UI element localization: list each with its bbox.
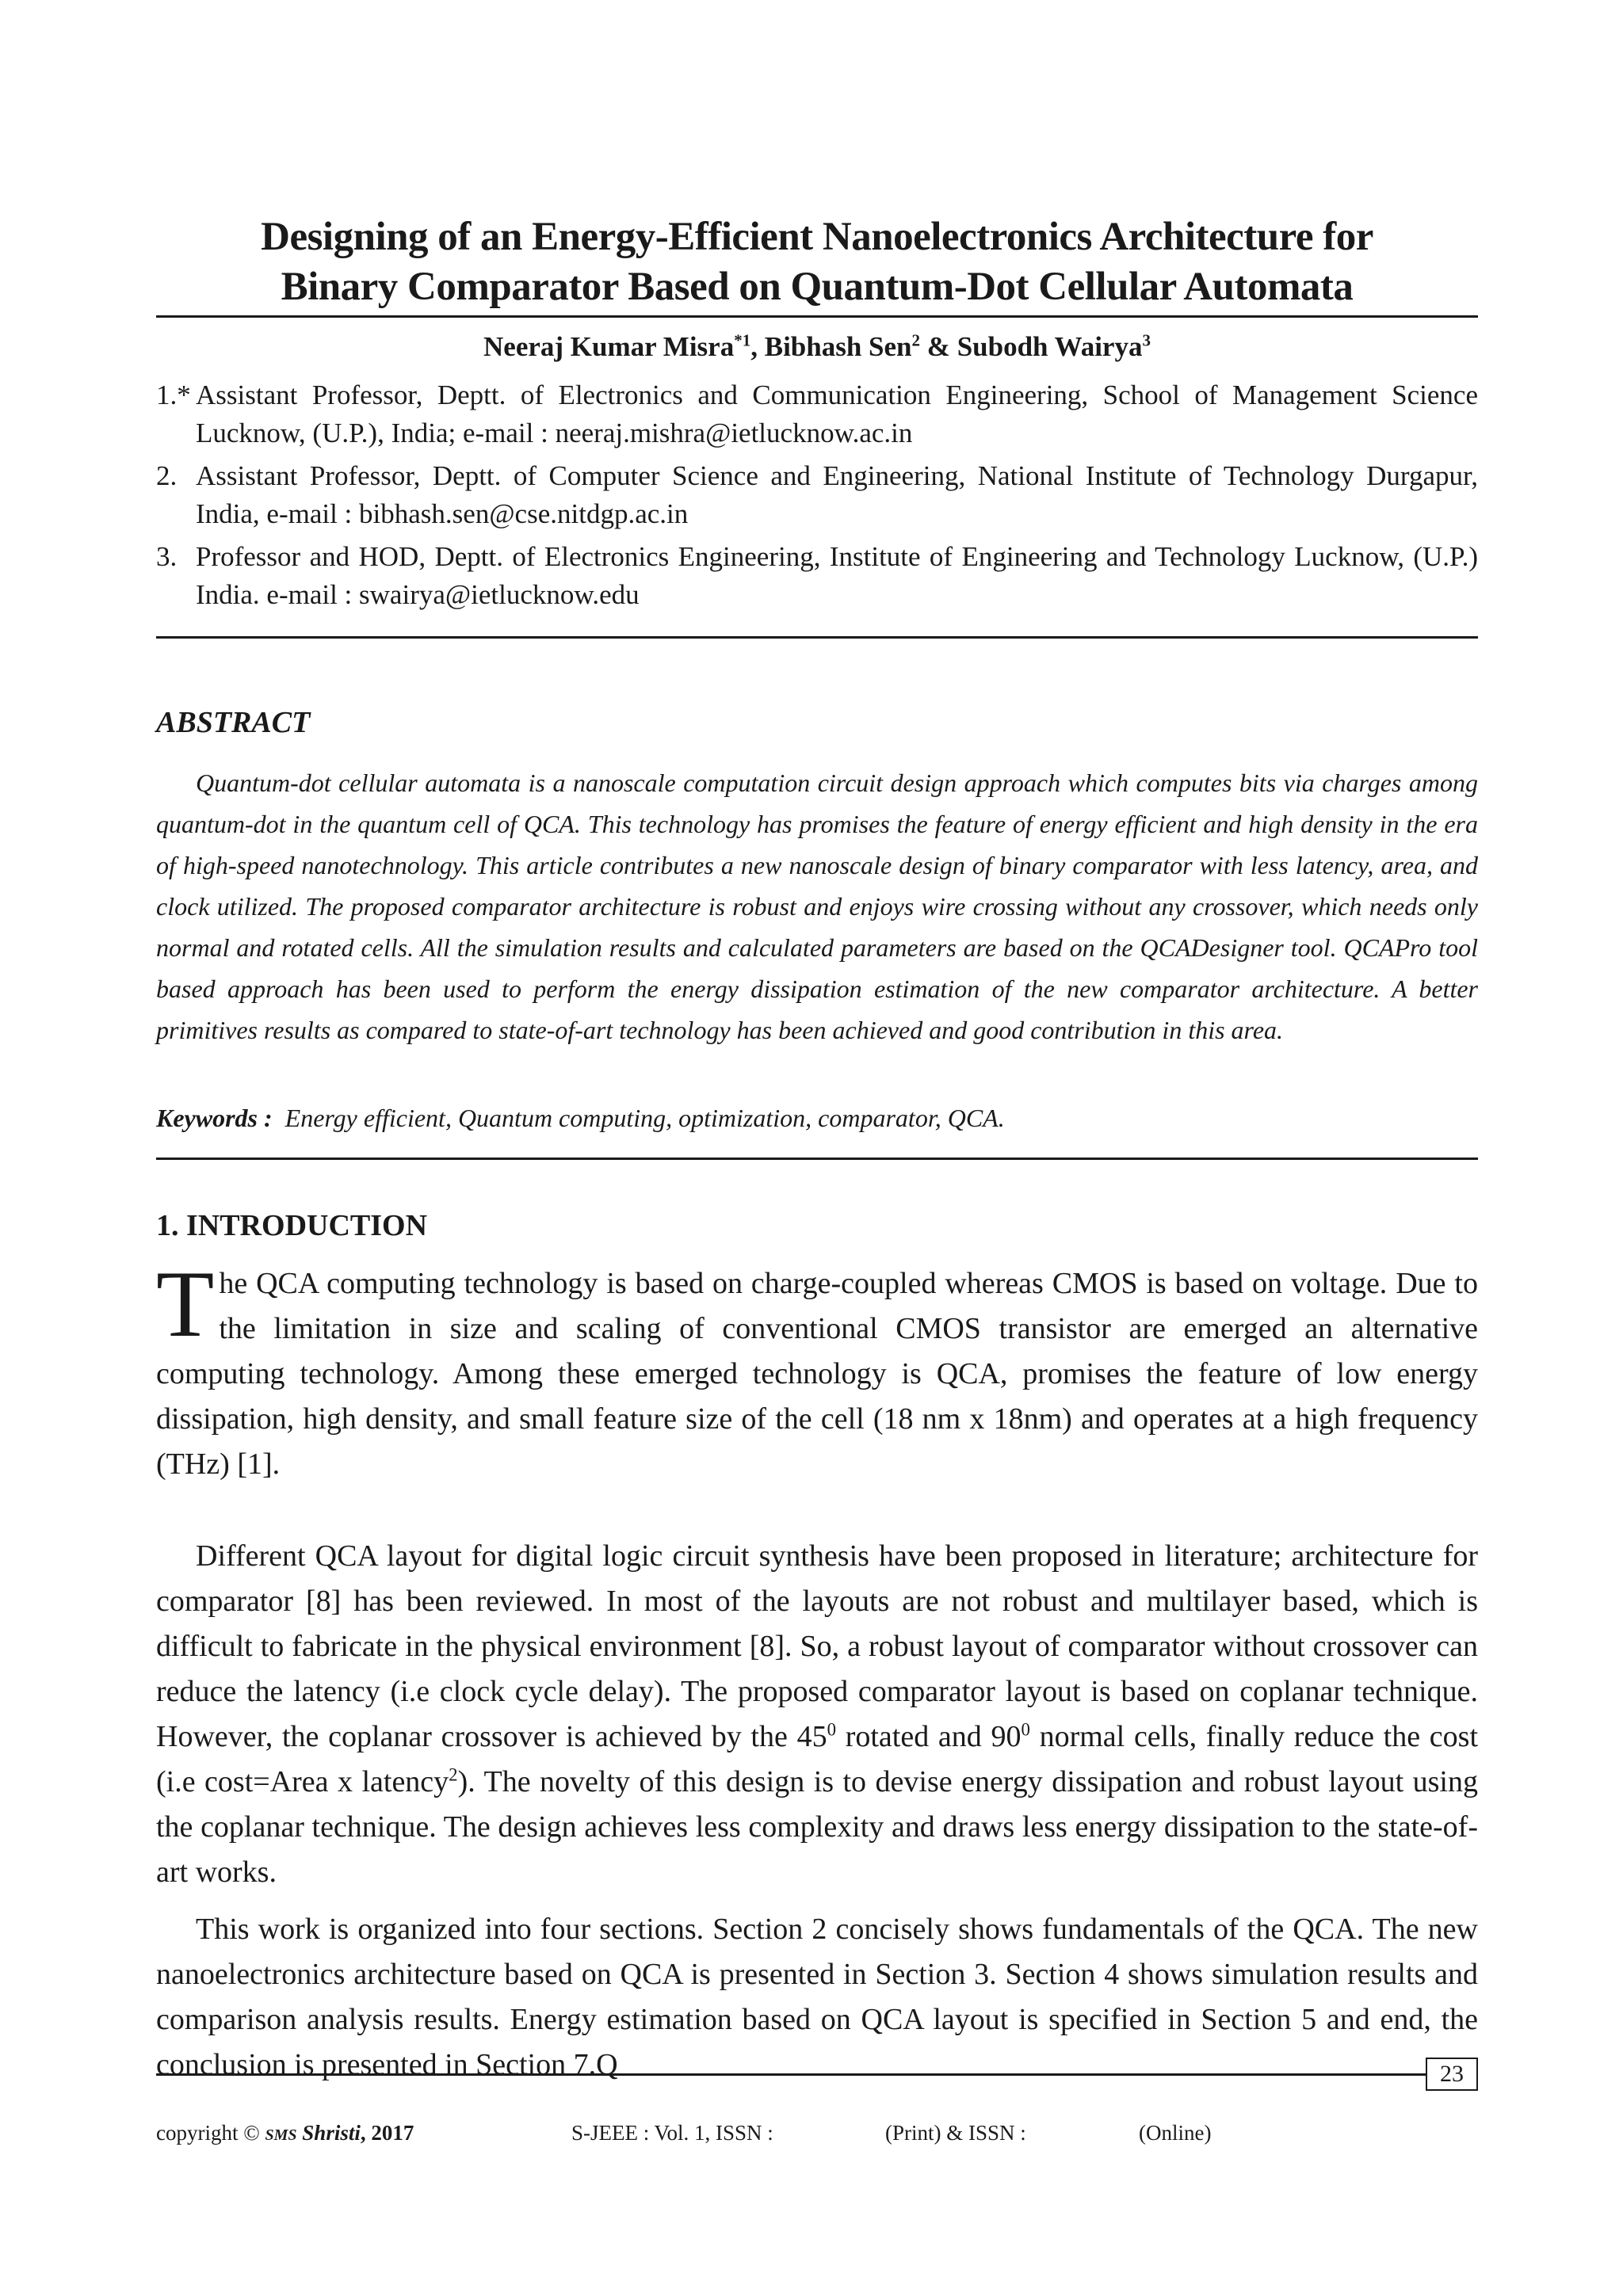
- author-list: [156, 330, 1478, 364]
- keywords-list: Energy efficient, Quantum computing, optimization, comparator, QCA.: [285, 1104, 1005, 1132]
- author-separator: ,: [750, 331, 765, 362]
- abstract-rule: [156, 1158, 1478, 1160]
- author-2-marker: 2: [911, 330, 921, 350]
- abstract-heading: ABSTRACT: [156, 706, 311, 739]
- publisher-name: Shristi: [302, 2121, 361, 2145]
- affiliation-text: Assistant Professor, Deptt. of Computer Science and Engineering, National Institute of Technology Durgapur, India, e-mail : bibhash.sen@cse.nitdgp.ac.in: [196, 460, 1478, 529]
- paragraph-text: Different QCA layout for digital logic circuit synthesis have been proposed in literature; architecture for comparator [8] has been reviewed. In most of the layouts are not robust and multilayer based, which is difficult to fabricate in the physical environment [8]. So, a robust layout of comparator without crossover can reduce the latency (i.e clock cycle delay). The proposed comparator layout is based on coplanar technique. However, the coplanar crossover is achieved by the 45: [156, 1539, 1478, 1753]
- paragraph-text: ). The novelty of this design is to devise energy dissipation and robust layout using the coplanar technique. The design achieves less complexity and draws less energy dissipation to the state-of-art works.: [156, 1765, 1478, 1889]
- paragraph-text: he QCA computing technology is based on charge-coupled whereas CMOS is based on voltage. Due to the limitation in size and scaling of conventional CMOS transistor are emerged an alternative computing technology. Among these emerged technology is QCA, promises the feature of low energy dissipation, high density, and small feature size of the cell (18 nm x 18nm) and operates at a high frequency (THz) [1].: [156, 1267, 1478, 1481]
- paper-title: [156, 212, 1478, 312]
- intro-paragraph-3: This work is organized into four sections. Section 2 concisely shows fundamentals of the QCA. The new nanoelectronics architecture based on QCA is presented in Section 3. Section 4 shows simulation results and comparison analysis results. Energy estimation based on QCA layout is specified in Section 5 and end, the conclusion is presented in Section 7.Q: [156, 1913, 1478, 2081]
- author-3-marker: 3: [1142, 330, 1151, 350]
- author-1-marker: *1: [734, 330, 751, 350]
- title-line-1: Designing of an Energy-Efficient Nanoelectronics Architecture for: [261, 215, 1373, 259]
- title-rule: [156, 315, 1478, 318]
- intro-paragraph-1: [156, 1251, 1478, 1487]
- footer-rule: [156, 2073, 1426, 2076]
- copyright-text: copyright ©: [156, 2121, 260, 2145]
- affiliation-1: [156, 376, 1478, 452]
- intro-paragraph-2: [156, 1534, 1478, 1895]
- affiliation-text: Professor and HOD, Deptt. of Electronics Engineering, Institute of Engineering and Technology Lucknow, (U.P.) India. e-mail : swairya@ietlucknow.edu: [196, 541, 1478, 610]
- footer-copyright: [156, 2121, 414, 2145]
- footer-journal: S-JEEE : Vol. 1, ISSN :: [571, 2121, 773, 2145]
- affiliation-rule: [156, 636, 1478, 639]
- footer-online-issn: (Online): [1139, 2121, 1212, 2145]
- abstract-text: Quantum-dot cellular automata is a nanoscale computation circuit design approach which computes bits via charges among quantum-dot in the quantum cell of QCA. This technology has promises the feature of energy efficient and high density in the era of high-speed nanotechnology. This article contributes a new nanoscale design of binary comparator with less latency, area, and clock utilized. The proposed comparator architecture is robust and enjoys wire crossing without any crossover, which needs only normal and rotated cells. All the simulation results and calculated parameters are based on the QCADesigner tool. QCAPro tool based approach has been used to perform the energy dissipation estimation of the new comparator architecture. A better primitives results as compared to state-of-art technology has been achieved and good contribution in this area.: [156, 769, 1478, 1044]
- paragraph-text: normal cells, finally reduce the cost (i.e cost=Area x latency: [156, 1720, 1478, 1798]
- page-number: 23: [1426, 2058, 1478, 2091]
- superscript: 0: [827, 1719, 836, 1740]
- author-2: Bibhash Sen: [764, 331, 912, 362]
- keywords-line: [156, 1104, 1005, 1133]
- affiliation-3: [156, 538, 1478, 614]
- superscript: 0: [1021, 1719, 1030, 1740]
- section-heading: 1. INTRODUCTION: [156, 1209, 428, 1242]
- affiliation-number: 3.: [156, 541, 178, 572]
- publisher-mark: SMS: [265, 2126, 297, 2144]
- copyright-year: , 2017: [360, 2121, 414, 2145]
- keywords-label: Keywords :: [156, 1104, 273, 1132]
- affiliation-number: 2.: [156, 460, 178, 491]
- affiliation-number: 1.*: [156, 379, 191, 410]
- author-separator: &: [920, 331, 957, 362]
- author-1: Neeraj Kumar Misra: [483, 331, 735, 362]
- drop-cap: T: [156, 1251, 215, 1356]
- paragraph-text: rotated and 90: [835, 1720, 1022, 1753]
- author-3: Subodh Wairya: [957, 331, 1143, 362]
- affiliation-text: Assistant Professor, Deptt. of Electronics and Communication Engineering, School of Management Science Lucknow, (U.P.), India; e-mail : neeraj.mishra@ietlucknow.ac.in: [196, 379, 1478, 448]
- footer-print-issn: (Print) & ISSN :: [885, 2121, 1026, 2145]
- title-line-2: Binary Comparator Based on Quantum-Dot Cellular Automata: [281, 265, 1354, 309]
- superscript: 2: [449, 1764, 458, 1785]
- affiliation-2: [156, 457, 1478, 533]
